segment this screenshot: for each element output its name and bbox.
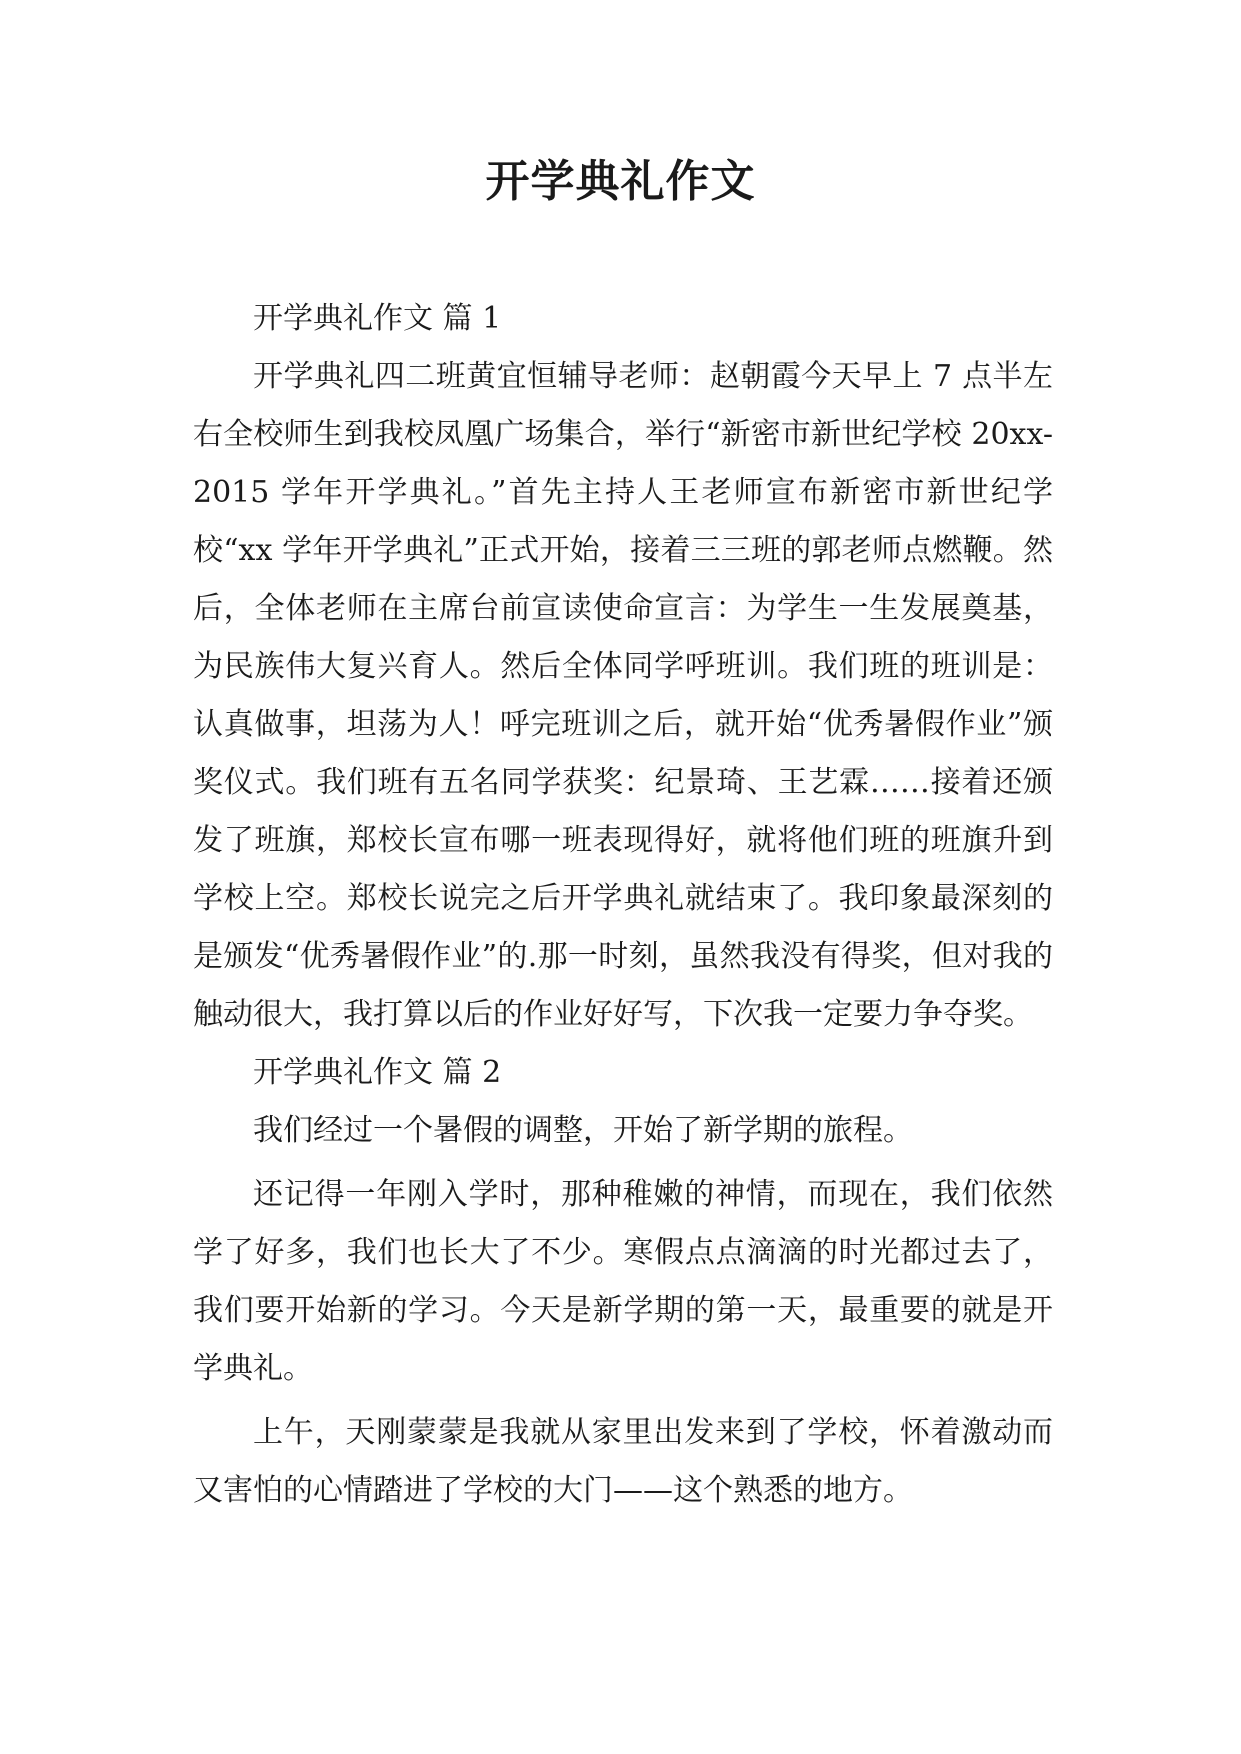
- document-title: 开学典礼作文: [485, 156, 756, 207]
- body-paragraph: 我们经过一个暑假的调整，开始了新学期的旅程。: [253, 1113, 913, 1148]
- section-heading-1: 开学典礼作文 篇 1: [253, 301, 502, 336]
- body-paragraph: 还记得一年刚入学时，那种稚嫩的神情，而现在，我们依然学了好多，我们也长大了不少。寒假点点滴滴的时光都过去了，我们要开始新的学习。今天是新学期的第一天，最重要的就是开学典礼。: [193, 1177, 1053, 1386]
- body-paragraph: 上午，天刚蒙蒙是我就从家里出发来到了学校，怀着激动而又害怕的心情踏进了学校的大门——这个熟悉的地方。: [193, 1415, 1053, 1508]
- document-body: [193, 290, 1053, 1520]
- section-heading-2: 开学典礼作文 篇 2: [253, 1055, 502, 1090]
- body-paragraph: 开学典礼四二班黄宜恒辅导老师：赵朝霞今天早上 7 点半左右全校师生到我校凤凰广场集合，举行“新密市新世纪学校 20xx-2015 学年开学典礼。”首先主持人王老师宣布新密市新世纪学校“xx 学年开学典礼”正式开始，接着三三班的郭老师点燃鞭。然后，全体老师在主席台前宣读使命宣言：为学生一生发展奠基，为民族伟大复兴育人。然后全体同学呼班训。我们班的班训是：认真做事，坦荡为人！呼完班训之后，就开始“优秀暑假作业”颁奖仪式。我们班有五名同学获奖：纪景琦、王艺霖……接着还颁发了班旗，郑校长宣布哪一班表现得好，就将他们班的班旗升到学校上空。郑校长说完之后开学典礼就结束了。我印象最深刻的是颁发“优秀暑假作业”的.那一时刻，虽然我没有得奖，但对我的触动很大，我打算以后的作业好好写，下次我一定要力争夺奖。: [193, 359, 1053, 1032]
